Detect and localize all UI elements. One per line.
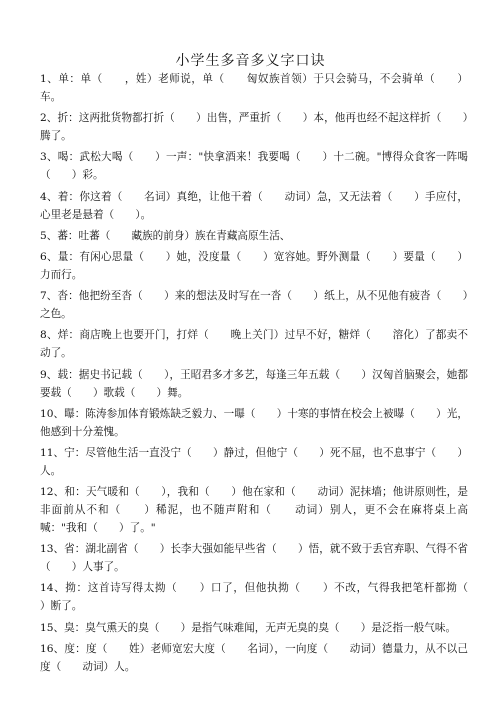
list-item: 14、拗：这首诗写得太拗（ ）口了，但他执拗（ ）不改，气得我把笔杆都拗（ ）断了。 — [40, 582, 490, 613]
list-item: 16、度：度（ 姓）老师宽宏大度（ 名词），一向度（ 动词）德量力，从不以己度（ 动词）人。 — [40, 642, 468, 673]
list-item: 9、载：据史书记载（ ），王昭君多才多艺，每逢三年五载（ ）汉匈首脑聚会，她都要载（ ）歌载（ ）舞。 — [40, 368, 468, 399]
list-item: 4、着：你这着（ 名词）真绝，让他干着（ 动词）急，又无法着（ ）手应付，心里老是悬着（ ）。 — [40, 190, 468, 221]
list-item: 12、和：天气暖和（ ），我和（ ）他在家和（ 动词）泥抹墙；他讲原则性，是非面前从不和（ ）稀泥，也不随声附和（ 动词）别人，更不会在麻将桌上高喊："我和（ ）了。" — [40, 486, 468, 535]
list-item: 7、沓：他把纷至沓（ ）来的想法及时写在一沓（ ）纸上，从不见他有疲沓（ ）之色。 — [40, 290, 468, 321]
list-item: 5、蕃：吐蕃（ 藏族的前身）族在青藏高原生活、 — [40, 229, 291, 242]
list-item: 13、省：湖北副省（ ）长李大强如能早些省（ ）悟，就不致于丢官弃职、气得不省（ ）人事了。 — [40, 543, 468, 574]
list-item: 6、量：有闲心思量（ ）她，没度量（ ）宽容她。野外测量（ ）要量（ ）力而行。 — [40, 250, 468, 281]
list-item: 3、喝：武松大喝（ ）一声："快拿酒来！我要喝（ ）十二碗。"博得众食客一阵喝（ ）彩。 — [40, 151, 468, 182]
list-item: 2、折：这两批货物都打折（ ）出售，严重折（ ）本，他再也经不起这样折（ ）腾了。 — [40, 112, 468, 143]
list-item: 8、烊：商店晚上也要开门，打烊（ 晚上关门）过早不好，糖烊（ 溶化）了都卖不动了。 — [40, 329, 468, 360]
list-item: 11、宁：尽管他生活一直没宁（ ）静过，但他宁（ ）死不屈，也不息事宁（ ）人。 — [40, 446, 468, 477]
page-title: 小学生多音多义字口诀 — [175, 53, 326, 69]
list-item: 1、单：单（ ，姓）老师说，单（ 匈奴族首领）于只会骑马，不会骑单（ ）车。 — [40, 73, 468, 103]
item-list — [40, 70, 490, 679]
list-item: 15、臭：臭气熏天的臭（ ）是指气味难闻，无声无臭的臭（ ）是泛指一般气味。 — [40, 621, 457, 634]
list-item: 10、曝：陈涛参加体育锻炼缺乏毅力、一曝（ ）十寒的事情在校会上被曝（ ）光，他感到十分羞愧。 — [40, 407, 468, 438]
